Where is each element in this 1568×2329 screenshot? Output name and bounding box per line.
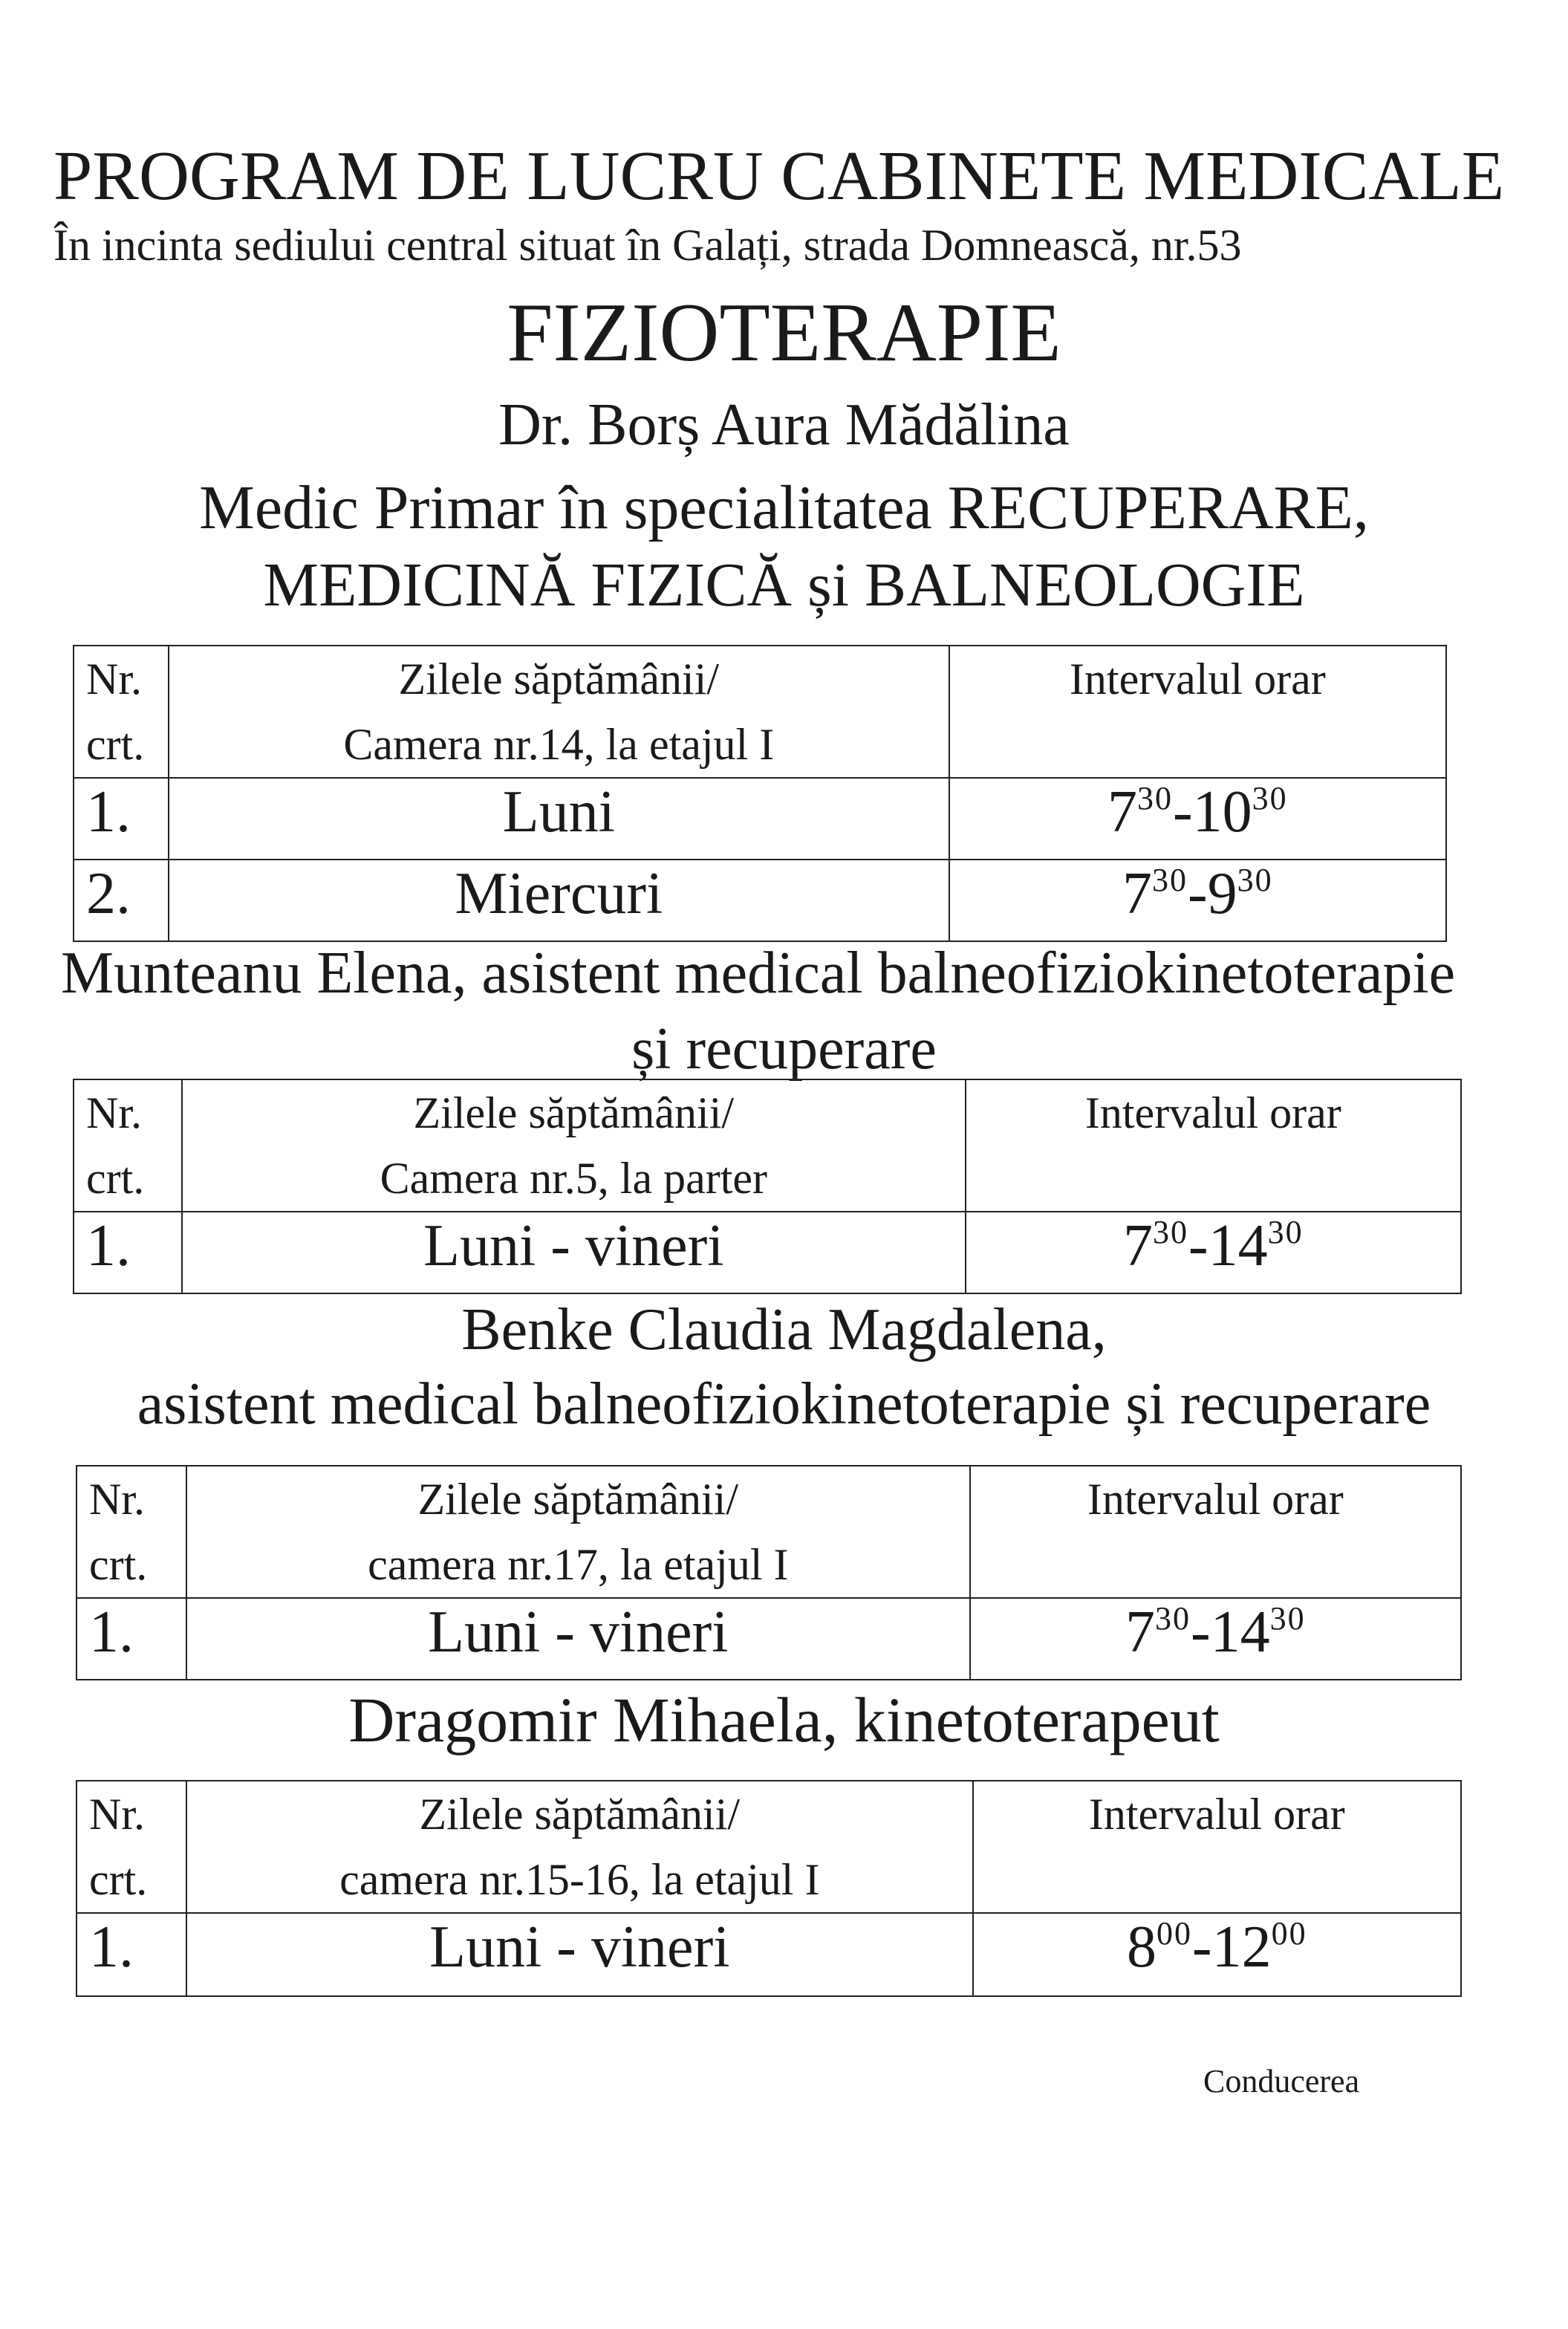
row-days: Luni - vineri <box>182 1212 966 1293</box>
schedule-table-4 <box>76 1780 1462 1997</box>
schedule-table-3 <box>76 1465 1462 1680</box>
row-nr: 2. <box>74 860 169 941</box>
col-header-interval: Intervalul orar <box>949 646 1446 778</box>
person-role-munteanu: și recuperare <box>631 1016 937 1082</box>
table-header-row <box>74 646 1446 778</box>
col-header-interval: Intervalul orar <box>973 1781 1461 1913</box>
col-header-nr: Nr. crt. <box>74 646 169 778</box>
row-interval: $8^{00}-12^{00}$ <box>973 1913 1461 1996</box>
document-subtitle: În incinta sediului central situat în Galați, strada Domnească, nr.53 <box>53 221 1242 270</box>
table-row <box>74 860 1446 941</box>
row-days: Miercuri <box>169 860 949 941</box>
row-nr: 1. <box>77 1598 186 1680</box>
row-nr: 1. <box>74 778 169 860</box>
row-days: Luni <box>169 778 949 860</box>
row-nr: 1. <box>74 1212 182 1293</box>
table-row <box>74 778 1446 860</box>
row-interval: $7^{30}-10^{30}$ <box>949 778 1446 860</box>
table-row <box>74 1212 1461 1293</box>
col-header-days: Zilele săptămânii/ camera nr.17, la etajul I <box>186 1466 970 1598</box>
row-nr: 1. <box>77 1913 186 1996</box>
col-header-nr: Nr. crt. <box>77 1466 186 1598</box>
row-days: Luni - vineri <box>186 1598 970 1680</box>
doctor-title-line1: Medic Primar în specialitatea RECUPERARE, <box>199 473 1369 542</box>
table-row <box>77 1598 1461 1680</box>
col-header-days: Zilele săptămânii/ Camera nr.14, la etajul I <box>169 646 949 778</box>
doctor-name: Dr. Borș Aura Mădălina <box>498 392 1070 458</box>
row-interval: $7^{30}-9^{30}$ <box>949 860 1446 941</box>
col-header-interval: Intervalul orar <box>966 1079 1461 1212</box>
person-name-benke: Benke Claudia Magdalena, <box>461 1297 1107 1362</box>
schedule-table-2 <box>73 1079 1462 1294</box>
row-days: Luni - vineri <box>186 1913 973 1996</box>
footer-signature: Conducerea <box>1203 2063 1360 2099</box>
table-header-row <box>74 1079 1461 1212</box>
row-interval: $7^{30}-14^{30}$ <box>970 1598 1461 1680</box>
person-role-benke: asistent medical balneofiziokinetoterapie și recuperare <box>137 1371 1431 1437</box>
person-name-dragomir: Dragomir Mihaela, kinetoterapeut <box>348 1684 1220 1755</box>
section-title: FIZIOTERAPIE <box>507 287 1061 379</box>
table-header-row <box>77 1781 1461 1913</box>
table-row <box>77 1913 1461 1996</box>
col-header-nr: Nr. crt. <box>77 1781 186 1913</box>
schedule-table-1 <box>73 645 1447 942</box>
col-header-nr: Nr. crt. <box>74 1079 182 1212</box>
col-header-days: Zilele săptămânii/ camera nr.15-16, la etajul I <box>186 1781 973 1913</box>
doctor-title-line2: MEDICINĂ FIZICĂ și BALNEOLOGIE <box>263 550 1305 620</box>
person-name-munteanu: Munteanu Elena, asistent medical balneofiziokinetoterapie <box>61 941 1456 1006</box>
col-header-days: Zilele săptămânii/ Camera nr.5, la parter <box>182 1079 966 1212</box>
document-title: PROGRAM DE LUCRU CABINETE MEDICALE <box>53 137 1505 215</box>
table-header-row <box>77 1466 1461 1598</box>
row-interval: $7^{30}-14^{30}$ <box>966 1212 1461 1293</box>
col-header-interval: Intervalul orar <box>970 1466 1461 1598</box>
